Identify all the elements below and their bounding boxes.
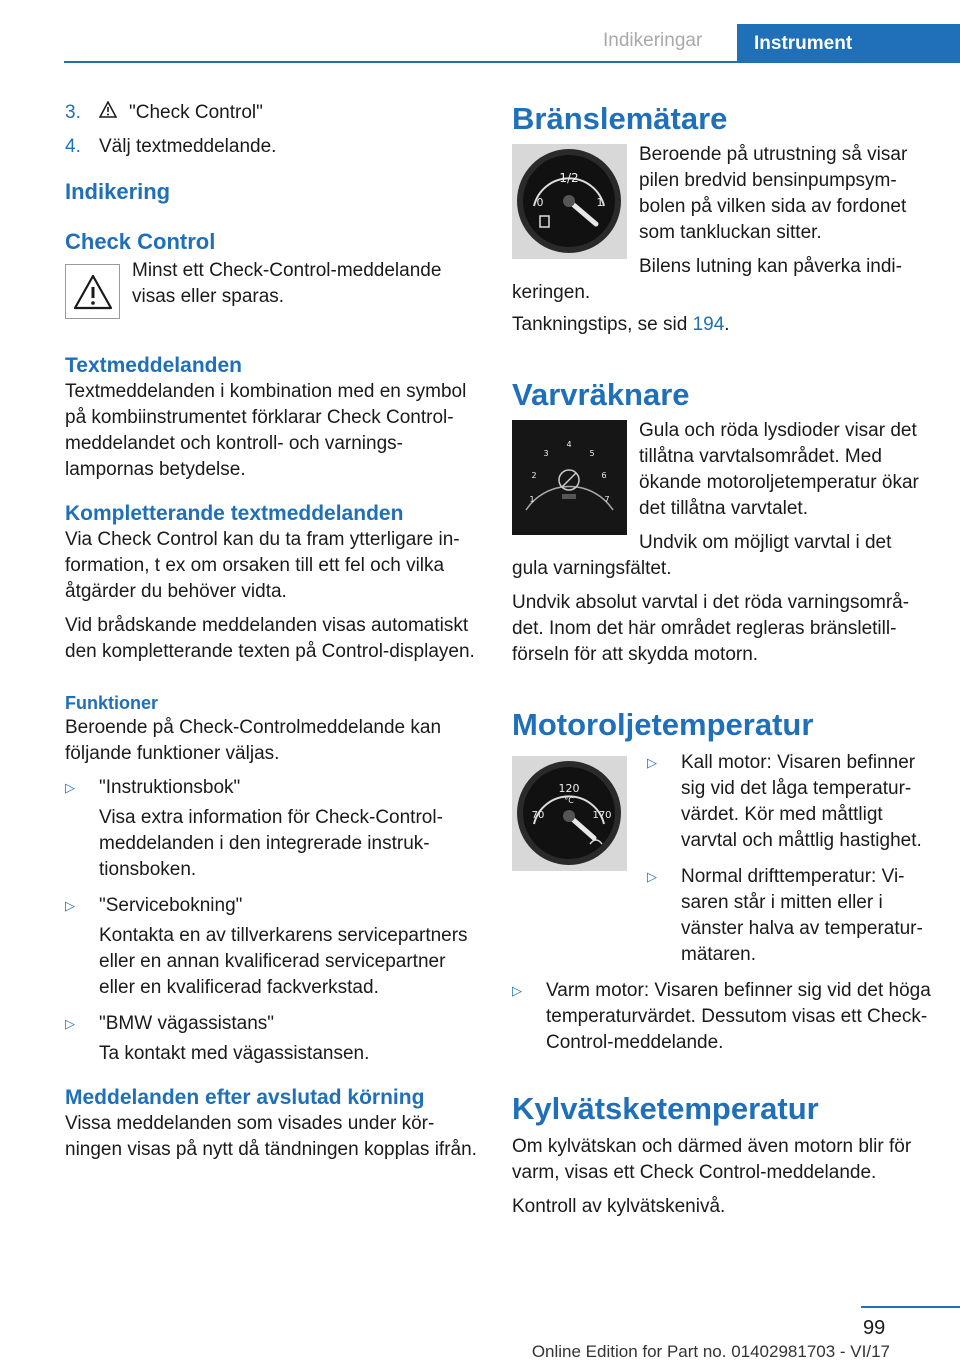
fuel-gauge-full-label: 1 xyxy=(596,196,604,209)
kompletterande-body-2: Vid brådskande meddelanden visas automatiskt den kompletterande texten på Control-displayen. xyxy=(65,615,475,662)
oil-temp-text: Normal drifttemperatur: Visaren står i mitten eller i vänster halva av temperaturmätaren. xyxy=(681,866,923,965)
kompletterande-body-1: Via Check Control kan du ta fram ytterligare information, t ex om orsaken till ett fel och vilka åtgärder du behöver vidta. xyxy=(65,529,460,602)
heading-funktioner: Funktioner xyxy=(65,693,158,713)
heading-varvraknare: Varvräknare xyxy=(512,377,690,412)
kyl-text-1: Om kylvätskan och därmed även motorn blir för varm, visas ett Check Control-meddelande. xyxy=(512,1136,912,1183)
oil-gauge-high-label: 170 xyxy=(592,810,612,821)
tach-label: 1 xyxy=(529,495,535,504)
header-rule xyxy=(64,61,960,63)
function-item xyxy=(65,1011,483,1067)
step-number: 4. xyxy=(65,136,81,157)
step-text: Välj textmeddelande. xyxy=(99,136,277,157)
tach-label: 4 xyxy=(566,440,572,449)
function-title: "BMW vägassistans" xyxy=(99,1013,275,1034)
heading-bransle: Bränslemätare xyxy=(512,101,728,136)
fuel-gauge-empty-label: 0 xyxy=(536,196,544,209)
function-item xyxy=(65,775,483,883)
funktioner-intro: Beroende på Check-Controlmeddelande kan följande funktioner väljas. xyxy=(65,717,442,764)
meddelanden-efter-body: Vissa meddelanden som visades under körningen visas på nytt då tändningen kopplas ifrån. xyxy=(65,1113,477,1160)
oil-temp-item xyxy=(647,864,932,968)
tach-label: 7 xyxy=(604,495,610,504)
heading-kylvatsketemperatur: Kylvätsketemperatur xyxy=(512,1091,819,1126)
bransle-text-2: Bilens lutning kan påverka indikeringen. xyxy=(512,256,902,303)
kyl-text-2: Kontroll av kylvätskenivå. xyxy=(512,1196,726,1217)
heading-motoroljetemperatur: Motoroljetemperatur xyxy=(512,707,814,742)
bullet-triangle-icon: ▷ xyxy=(65,780,75,795)
step-4 xyxy=(65,134,483,160)
heading-meddelanden-efter: Meddelanden efter avslutad körning xyxy=(65,1086,425,1109)
heading-textmeddelanden: Textmeddelanden xyxy=(65,354,242,377)
tankningstips-prefix: Tankningstips, se sid xyxy=(512,314,693,335)
bullet-triangle-icon: ▷ xyxy=(65,1016,75,1031)
bransle-text-1: Beroende på utrustning så visar pilen bredvid bensinpumpsymbolen på vilken sida av fordonet som tankluckan sitter. xyxy=(639,144,908,243)
bullet-triangle-icon: ▷ xyxy=(65,898,75,913)
oil-gauge-mid-label: 120 xyxy=(558,782,580,795)
step-3 xyxy=(65,100,483,126)
oil-temp-text: Varm motor: Visaren befinner sig vid det höga temperaturvärdet. Dessutom visas ett Check-Control-meddelande. xyxy=(546,980,931,1053)
oil-temp-item xyxy=(647,750,932,854)
heading-check-control: Check Control xyxy=(65,229,216,254)
varv-text-2: Undvik om möjligt varvtal i det gula varningsfältet. xyxy=(512,532,892,579)
warning-icon xyxy=(99,100,121,126)
page-number: 99 xyxy=(863,1317,886,1339)
bullet-triangle-icon: ▷ xyxy=(647,755,657,770)
header-section-tab[interactable]: Indikeringar xyxy=(603,30,703,51)
tachometer-image xyxy=(512,420,627,535)
tach-label: 3 xyxy=(543,449,549,458)
fuel-gauge-half-label: 1/2 xyxy=(559,171,579,185)
textmeddelanden-body: Textmeddelanden i kombination med en symbol på kombiinstrumentet förklarar Check Control-meddelandet och kontroll- och varningslampornas betydelse. xyxy=(65,381,467,480)
tankningstips-suffix: . xyxy=(724,314,730,335)
header-chapter-tab[interactable]: Instrument xyxy=(737,24,960,63)
oil-temp-item xyxy=(512,978,932,1056)
oil-temperature-gauge-image xyxy=(512,756,627,871)
footer-edition: Online Edition for Part no. 01402981703 - VI/17 xyxy=(531,1342,890,1361)
oil-gauge-low-label: 70 xyxy=(531,810,545,821)
left-column xyxy=(65,100,483,1163)
function-desc: Kontakta en av tillverkarens servicepartners eller en annan kvalificerad servicepartner eller en kvalificerad fackverkstad. xyxy=(99,925,468,998)
step-number: 3. xyxy=(65,102,81,123)
fuel-gauge-image xyxy=(512,144,627,259)
function-desc: Ta kontakt med vägassistansen. xyxy=(99,1043,370,1064)
footer-rule xyxy=(861,1306,960,1308)
tach-label: 2 xyxy=(531,471,537,480)
check-control-text: Minst ett Check-Control-meddelande visas eller sparas. xyxy=(132,260,442,307)
function-item xyxy=(65,893,483,1001)
check-control-warning-icon xyxy=(65,264,120,319)
function-desc: Visa extra information för Check-Control-meddelanden i den integrerade instruktionsboken. xyxy=(99,807,443,880)
tach-label: 6 xyxy=(601,471,607,480)
function-title: "Servicebokning" xyxy=(99,895,243,916)
heading-kompletterande: Kompletterande textmeddelanden xyxy=(65,502,404,525)
bullet-triangle-icon: ▷ xyxy=(512,983,522,998)
tankningstips-text xyxy=(512,312,932,338)
bullet-triangle-icon: ▷ xyxy=(647,869,657,884)
varv-text-1: Gula och röda lysdioder visar det tillåtna varvtalsområdet. Med ökande motoroljetemperatur ökar det tillåtna varvtalet. xyxy=(639,420,919,519)
step-text: "Check Control" xyxy=(129,102,263,123)
tach-label: 5 xyxy=(589,449,595,458)
oil-temp-text: Kall motor: Visaren befinner sig vid det låga temperaturvärdet. Kör med måttligt varvtal och måttlig hastighet. xyxy=(681,752,922,851)
function-title: "Instruktionsbok" xyxy=(99,777,241,798)
varv-text-3: Undvik absolut varvtal i det röda varningsområdet. Inom det här området regleras bränsletillförseln för att skydda motorn. xyxy=(512,592,910,665)
oil-gauge-unit-label: °C xyxy=(564,796,574,805)
page-link-194[interactable]: 194 xyxy=(692,314,725,335)
right-column xyxy=(512,100,932,1220)
heading-indikering: Indikering xyxy=(65,179,171,204)
